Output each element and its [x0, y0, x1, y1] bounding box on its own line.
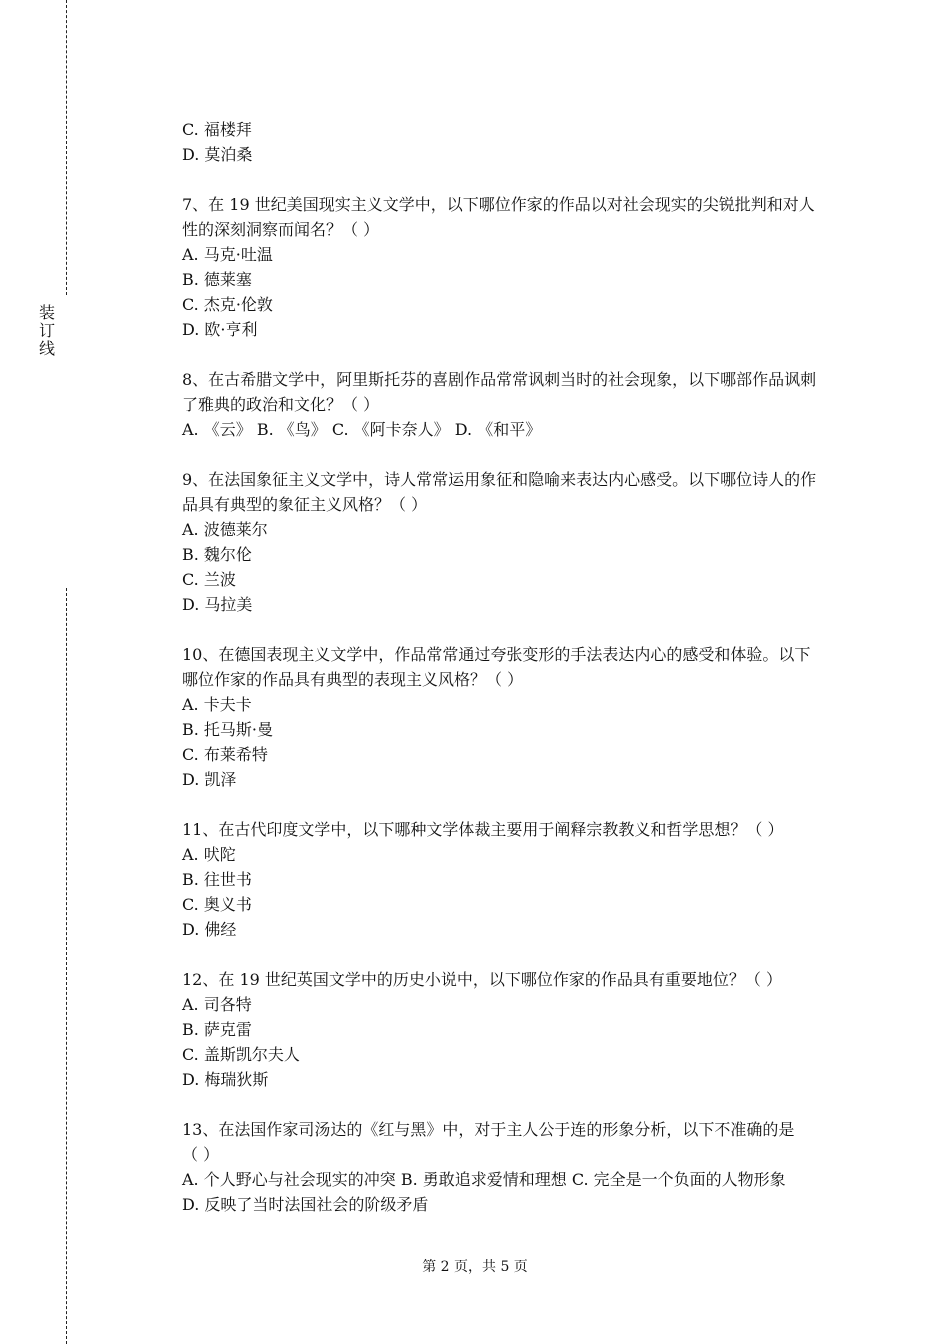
option: C. 布莱希特	[182, 745, 268, 764]
binding-line	[66, 0, 67, 295]
question-text: 性的深刻洞察而闻名？（ ）	[182, 220, 380, 239]
question-10	[182, 642, 842, 792]
question-11	[182, 817, 842, 942]
question-text: 9、在法国象征主义文学中，诗人常常运用象征和隐喻来表达内心感受。以下哪位诗人的作	[182, 470, 817, 489]
question-12	[182, 967, 842, 1092]
option: B. 德莱塞	[182, 270, 252, 289]
question-7	[182, 192, 842, 342]
option: A. 马克·吐温	[182, 245, 273, 264]
option: B. 往世书	[182, 870, 252, 889]
option: D. 凯泽	[182, 770, 237, 789]
option: A. 波德莱尔	[182, 520, 268, 539]
question-8	[182, 367, 842, 442]
option: C. 福楼拜	[182, 120, 252, 139]
binding-label-char: 装	[38, 303, 55, 322]
binding-label-char: 订	[38, 321, 55, 340]
option: A. 司各特	[182, 995, 252, 1014]
options-inline: A. 《云》 B. 《鸟》 C. 《阿卡奈人》 D. 《和平》	[182, 420, 542, 439]
page-footer: 第 2 页，共 5 页	[422, 1259, 528, 1275]
option: C. 奥义书	[182, 895, 252, 914]
option: D. 反映了当时法国社会的阶级矛盾	[182, 1195, 429, 1214]
option: B. 魏尔伦	[182, 545, 252, 564]
question-9	[182, 467, 842, 617]
option: D. 梅瑞狄斯	[182, 1070, 269, 1089]
option: A. 卡夫卡	[182, 695, 252, 714]
option: A. 吠陀	[182, 845, 236, 864]
option: D. 欧·亨利	[182, 320, 258, 339]
question-text: 哪位作家的作品具有典型的表现主义风格？（ ）	[182, 670, 524, 689]
question-text: 了雅典的政治和文化？（ ）	[182, 395, 380, 414]
option: C. 兰波	[182, 570, 236, 589]
question-text: 13、在法国作家司汤达的《红与黑》中，对于主人公于连的形象分析，以下不准确的是	[182, 1120, 795, 1139]
option: C. 杰克·伦敦	[182, 295, 273, 314]
option: D. 马拉美	[182, 595, 253, 614]
question-text: 品具有典型的象征主义风格？（ ）	[182, 495, 428, 514]
question-text: 12、在 19 世纪英国文学中的历史小说中，以下哪位作家的作品具有重要地位？（ ）	[182, 970, 782, 989]
option: D. 莫泊桑	[182, 145, 253, 164]
question-list	[182, 117, 842, 1217]
option: B. 萨克雷	[182, 1020, 252, 1039]
question-text: 10、在德国表现主义文学中，作品常常通过夸张变形的手法表达内心的感受和体验。以下	[182, 645, 811, 664]
question-text: 8、在古希腊文学中，阿里斯托芬的喜剧作品常常讽刺当时的社会现象，以下哪部作品讽刺	[182, 370, 817, 389]
binding-label	[37, 304, 57, 358]
option: B. 托马斯·曼	[182, 720, 274, 739]
binding-label-char: 线	[38, 339, 55, 358]
option: C. 盖斯凯尔夫人	[182, 1045, 300, 1064]
question-text: 11、在古代印度文学中，以下哪种文学体裁主要用于阐释宗教教义和哲学思想？（ ）	[182, 820, 784, 839]
binding-line	[66, 588, 67, 1344]
option: D. 佛经	[182, 920, 237, 939]
question-text: 7、在 19 世纪美国现实主义文学中，以下哪位作家的作品以对社会现实的尖锐批判和对人	[182, 195, 815, 214]
option: A. 个人野心与社会现实的冲突 B. 勇敢追求爱情和理想 C. 完全是一个负面的人物形象	[182, 1170, 786, 1189]
question-13	[182, 1117, 842, 1217]
question-text: （ ）	[182, 1145, 220, 1164]
